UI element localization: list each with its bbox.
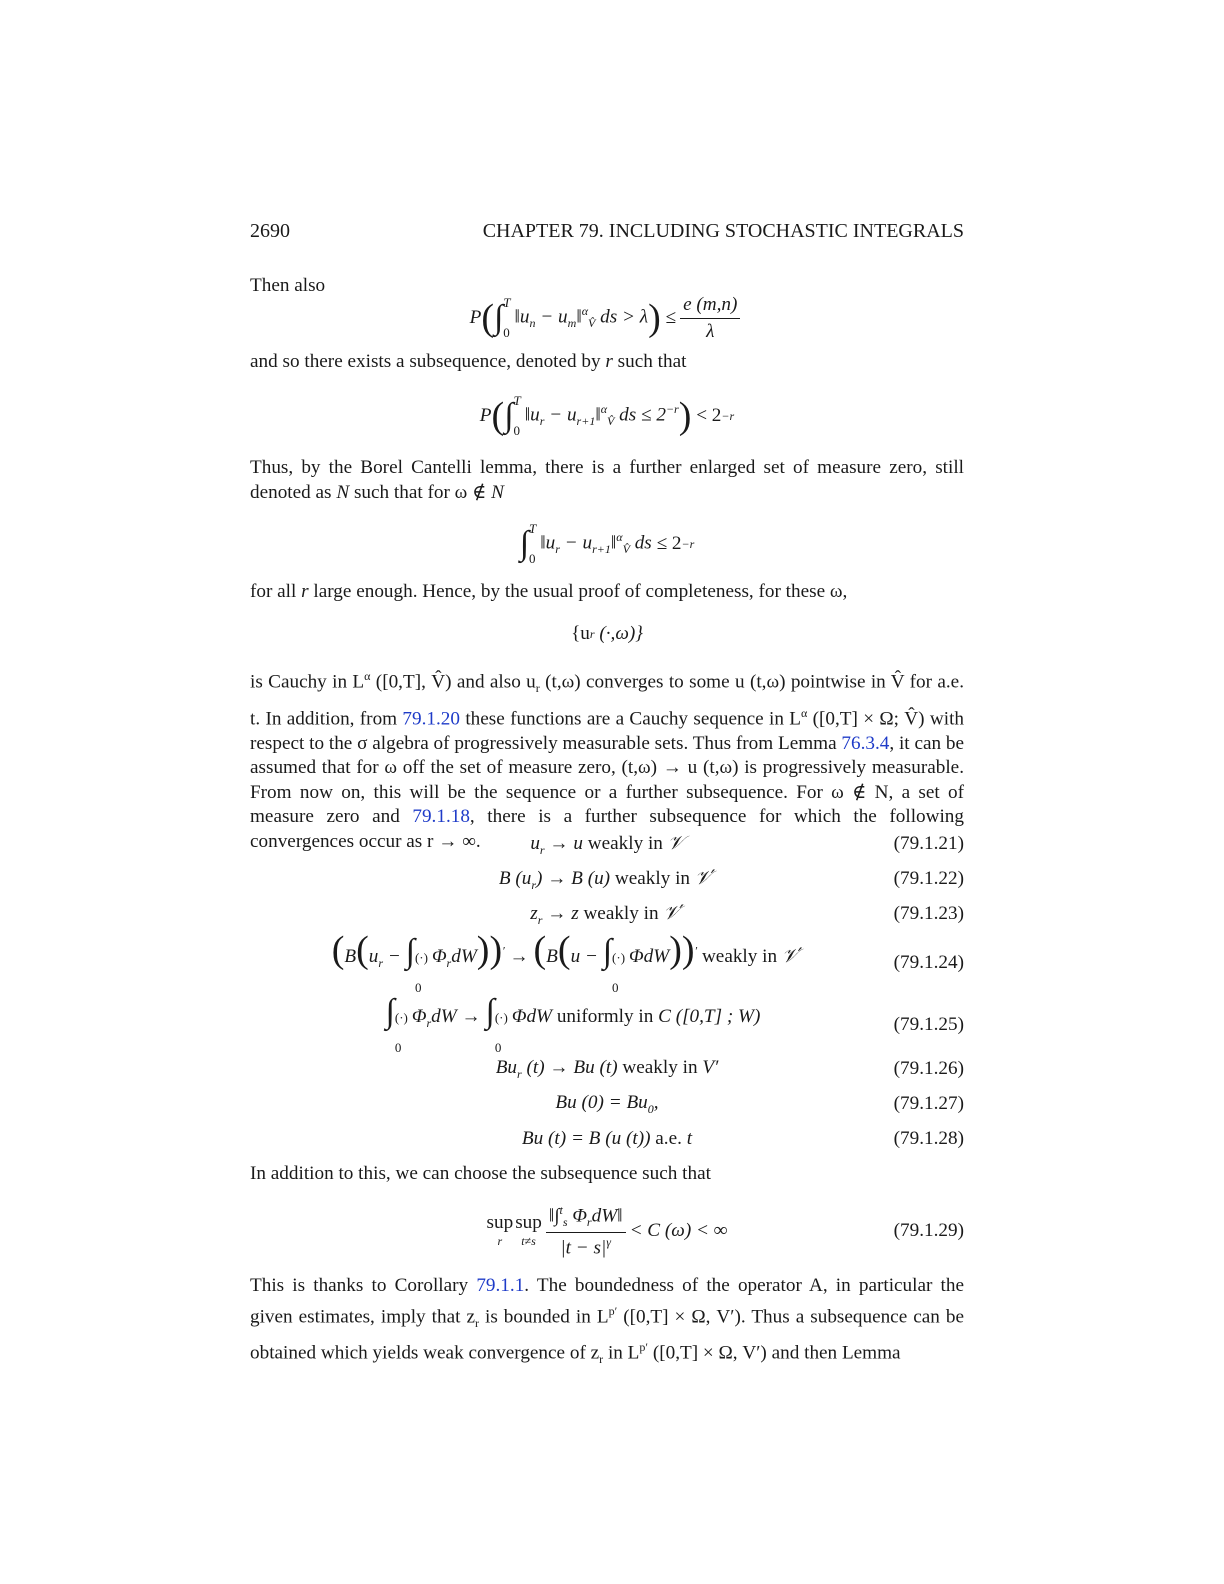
paragraph-completeness: for all r large enough. Hence, by the usual proof of completeness, for these ω, [250, 581, 848, 602]
equation-79-1-23: $z_r \to z$ weakly in 𝒱′ (79.1.23) [530, 900, 964, 927]
ref-79-1-20[interactable]: 79.1.20 [402, 708, 460, 730]
equation-79-1-27: Bu $(0) = Bu_0$, (79.1.27) [555, 1091, 964, 1116]
chapter-title: CHAPTER 79. INCLUDING STOCHASTIC INTEGRALS [482, 220, 964, 242]
equation-probability-bound: P ( ∫ T 0 $‖u_n$ − $u_m‖^\alpha_{V̂}$ ds > λ ) ≤ $\frac{e (m,n)}{\lambda}$ [250, 290, 964, 346]
equation-79-1-26: $Bu_r$ (t) → Bu (t) weakly in V′ (79.1.26) [495, 1056, 964, 1081]
paragraph-cauchy: is Cauchy in $L^\alpha$ ([0,T], V̂) and also $u_r$ (t,ω) converges to some u (t,ω) pointwise in V̂ for a.e. t. In addition, from 79.1.20 these functions are a Cauchy sequence in $L^\alpha$ ([0,T] × Ω; V̂) with respect to the σ algebra of progressively measurable sets. Thus from Lemma 76.3.4, it can be assumed that for ω off the set of measure zero, (t,ω) → u (t,ω) is progressively measurable. From now on, this will be the sequence or a further subsequence. For ω ∉ N, a set of measure zero and 79.1.18, there is a further subsequence for which the following convergences occur as r → ∞. [250, 669, 964, 852]
paragraph-subsequence: and so there exists a subsequence, denoted by r such that [250, 351, 687, 372]
equation-79-1-22: B $(u_r) \to B$ (u) weakly in 𝒱′ (79.1.22) [498, 865, 964, 892]
equation-subsequence-bound: P ( ∫ T 0 $‖u_r$ − $u_{r+1}‖^\alpha_{V̂}$ ds ≤ $2^{-r}$ ) < 2 −r [479, 393, 735, 438]
paragraph-borel-cantelli: Thus, by the Borel Cantelli lemma, there is a further enlarged set of measure zero, still denoted as N such that for ω ∉ N [250, 457, 964, 503]
equation-integral-bound: ∫ T 0 $‖u_r$ − $u_{r+1}‖^\alpha_{V̂}$ ds ≤ 2 −r [519, 521, 695, 566]
fraction-denominator: λ [706, 320, 715, 342]
page [250, 0, 964, 1584]
page-number: 2690 [250, 220, 290, 242]
ref-79-1-18[interactable]: 79.1.18 [412, 806, 470, 828]
equation-79-1-25: ∫ (·) 0 $\Phi_rdW$ → ∫ (·) 0 ΦdW uniformly in C ([0,T] ; W) (79.1.25) [385, 992, 964, 1055]
equation-79-1-24: ($B(u_r$ − ∫ (·) 0 $\Phi_rdW))' \to (B(u$ − ∫ (·) 0 ΦdW))′ weakly in 𝒱′ (79.1.24) [331, 928, 964, 995]
equation-79-1-28: Bu (t) = B (u (t)) a.e. t (79.1.28) [521, 1128, 964, 1149]
paragraph-then-also: Then also [250, 275, 326, 296]
ref-lemma-76-3-4[interactable]: 76.3.4 [841, 732, 890, 754]
paragraph-corollary: This is thanks to Corollary 79.1.1. The boundedness of the operator A, in particular the given estimates, imply that $z_r$ is bounded in $L^{p'}$ ([0,T] × Ω, V′). Thus a subsequence can be obtained which yields weak convergence of $z_r$ in $L^{p'}$ ([0,T] × Ω, V′) and then Lemma [250, 1275, 964, 1367]
fraction-numerator: e (m,n) [680, 294, 740, 319]
paragraph-in-addition: In addition to this, we can choose the subsequence such that [250, 1163, 711, 1184]
running-header [250, 220, 964, 248]
ref-corollary-79-1-1[interactable]: 79.1.1 [476, 1275, 525, 1296]
equation-sequence-set: {u r (·,ω)} [571, 623, 643, 644]
equation-79-1-21: $u_r \to u$ weakly in 𝒱 (79.1.21) [530, 830, 964, 857]
equation-79-1-29: sup r sup t≠s $\frac{‖\int^t_s \Phi_rdW‖}{|t - s|^\gamma}$ < C (ω) < ∞ (79.1.29) [486, 1202, 964, 1259]
